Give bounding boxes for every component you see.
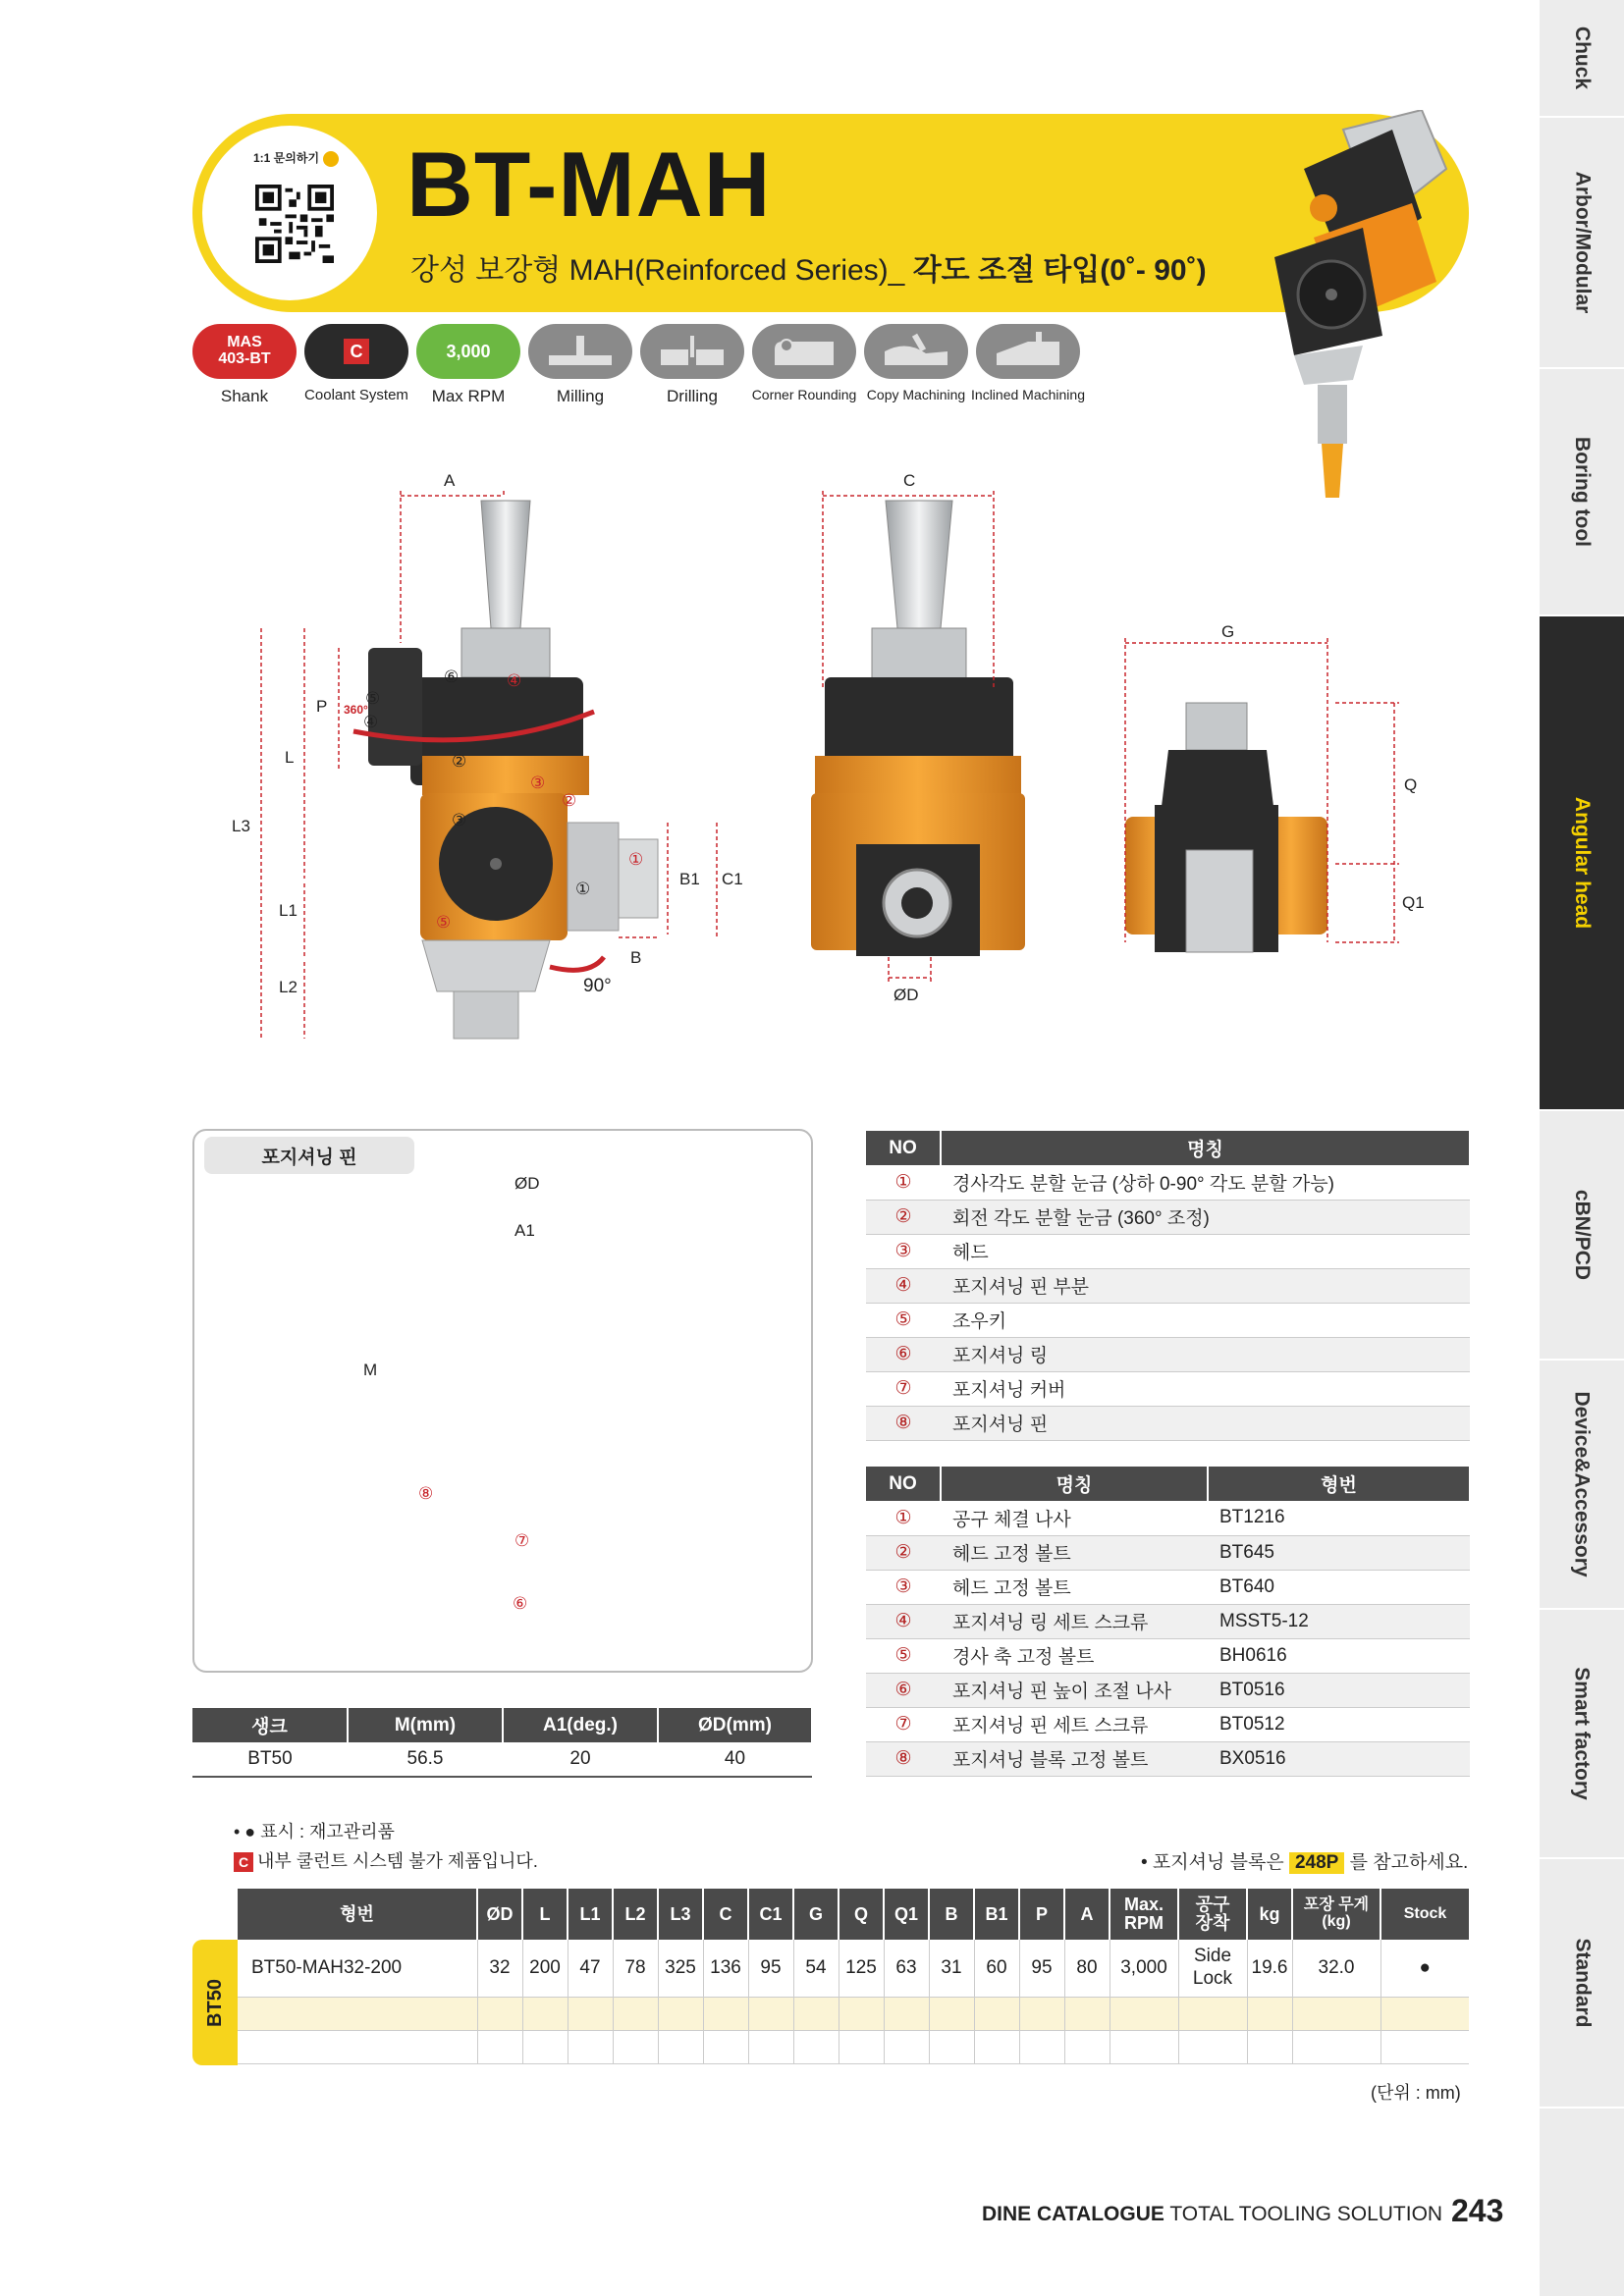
coolant-note: C 내부 쿨런트 시스템 불가 제품입니다. [234,1847,538,1873]
parts2-header-name: 명칭 [941,1467,1208,1501]
callout-1: ① [575,880,591,898]
dim-90: 90° [583,976,612,996]
positioning-pin-panel [192,1129,813,1673]
dim-g: G [1221,622,1235,641]
callout-3b: ③ [530,774,546,792]
table-row: BT50 56.5 20 40 [192,1742,812,1777]
dim-p: P [316,697,328,716]
table-row: ⑤ 경사 축 고정 볼트 BH0616 [866,1638,1470,1673]
pin-header-a1: A1(deg.) [503,1708,658,1742]
coolant-label: Coolant System [304,387,408,403]
dim-a: A [444,471,456,490]
side-tab-smart-factory[interactable]: Smart factory [1540,1610,1624,1859]
pin-dim-m: M [363,1361,378,1379]
dim-q: Q [1404,775,1418,794]
dim-od: ØD [893,986,919,1004]
callout-2: ② [452,752,467,771]
dim-l1: L1 [279,901,298,920]
dim-q1: Q1 [1402,893,1425,912]
side-navigation [1540,0,1624,2296]
dim-b: B [630,948,642,967]
pin-callout-8: ⑧ [513,1278,528,1297]
side-view-drawing [261,491,717,1039]
side-tab-angular-head[interactable]: Angular head [1540,616,1624,1111]
stock-indicator: ● [1380,1940,1469,1997]
max-rpm-label: Max RPM [431,387,506,405]
positioning-pin-table [192,1708,813,1778]
callout-5b: ⑤ [436,913,452,932]
side-tab-cbn-pcd[interactable]: cBN/PCD [1540,1111,1624,1361]
spec-row-empty [238,2030,1469,2063]
parts-table-2 [866,1467,1471,1777]
technical-drawings [0,0,1540,1080]
table-row: ③ 헤드 고정 볼트 BT640 [866,1570,1470,1604]
pin-header-m: M(mm) [348,1708,503,1742]
stock-note: • ● 표시 : 재고관리품 [234,1822,395,1842]
dim-c: C [903,471,916,490]
pin-callout-7b: ⑦ [514,1531,530,1550]
inclined-machining-label: Inclined Machining [971,387,1085,402]
pin-callout-7: ⑦ [513,1372,528,1391]
spec-side-label: BT50 [192,1940,238,2065]
table-row: ④ 포지셔닝 핀 부분 [866,1268,1470,1303]
table-row: ⑥ 포지셔닝 핀 높이 조절 나사 BT0516 [866,1673,1470,1707]
copy-machining-label: Copy Machining [866,387,966,402]
parts-table-1 [866,1131,1471,1441]
table-row: ⑦ 포지셔닝 핀 세트 스크류 BT0512 [866,1707,1470,1741]
callout-1b: ① [628,850,644,869]
table-row: ⑥ 포지셔닝 링 [866,1337,1470,1371]
pin-dim-od: ØD [514,1174,540,1193]
callout-4b: ④ [363,713,379,731]
dim-b1: B1 [679,870,700,888]
dim-l3: L3 [232,817,250,835]
callout-2b: ② [562,791,577,810]
pin-callout-8b: ⑧ [418,1484,434,1503]
front-view-drawing [811,491,1025,982]
positioning-pin-title: 포지셔닝 핀 [204,1137,414,1174]
table-row: ⑦ 포지셔닝 커버 [866,1371,1470,1406]
table-row: ⑧ 포지셔닝 핀 [866,1406,1470,1440]
callout-5: ⑤ [365,689,381,708]
coolant-icon: C [344,339,369,364]
drilling-label: Drilling [667,387,718,405]
spec-row-empty [238,1997,1469,2030]
corner-rounding-label: Corner Rounding [751,387,857,402]
parts2-header-no: NO [866,1467,941,1501]
dim-c1: C1 [722,870,743,888]
page-subtitle: 강성 보강형 MAH(Reinforced Series)_ 각도 조절 타입(0˚- 90˚) [410,254,1207,287]
side-tab-device-accessory[interactable]: Device&Accessory [1540,1361,1624,1610]
spec-table: 형번 ØD L L1 L2 L3 C C1 G Q Q1 B B1 P A Max. RPM 공구 장착 kg 포장 무게 (kg) Stock BT50-MAH32-200 32 200 47 78 325 136 95 54 125 63 31 60 95 80 3,000 Side Lock 19.6 32.0 ● [238,1889,1469,2064]
footer: DINE CATALOGUE TOTAL TOOLING SOLUTION [982,2203,1443,2225]
pin-header-od: ØD(mm) [658,1708,812,1742]
coolant-icon: C [234,1852,253,1872]
dim-360: 360° [344,703,368,717]
parts1-header-name: 명칭 [941,1131,1470,1165]
page-title: BT-MAH [406,133,772,236]
table-row: ② 회전 각도 분할 눈금 (360° 조정) [866,1200,1470,1234]
shank-label: Shank [220,387,269,405]
positioning-block-note: • 포지셔닝 블록은 248P 를 참고하세요. [1141,1852,1469,1873]
top-view-drawing [1125,638,1399,952]
callout-4: ④ [507,671,522,690]
table-row: ⑤ 조우키 [866,1303,1470,1337]
side-tab-standard[interactable]: Standard [1540,1859,1624,2109]
callout-3: ③ [452,811,467,829]
pin-callout-6: ⑥ [513,1594,528,1613]
table-row: ④ 포지셔닝 링 세트 스크류 MSST5-12 [866,1604,1470,1638]
qr-label: 1:1 문의하기 [253,149,339,167]
table-row: ③ 헤드 [866,1234,1470,1268]
side-tab-arbor-modular[interactable]: Arbor/Modular [1540,118,1624,369]
parts1-header-no: NO [866,1131,941,1165]
pin-dim-a1: A1 [514,1221,535,1240]
milling-label: Milling [556,387,605,405]
spec-row: BT50-MAH32-200 32 200 47 78 325 136 95 54 125 63 31 60 95 80 3,000 Side Lock 19.6 32.0 ● [238,1940,1469,1997]
callout-6: ⑥ [444,667,460,686]
pin-header-shank: 생크 [192,1708,348,1742]
max-rpm-badge: 3,000 [416,324,520,379]
dim-l: L [285,748,295,767]
shank-badge: MAS 403-BT [192,324,297,379]
table-row: ① 경사각도 분할 눈금 (상하 0-90° 각도 분할 가능) [866,1165,1470,1200]
parts2-header-model: 형번 [1208,1467,1470,1501]
table-row: ⑧ 포지셔닝 블록 고정 볼트 BX0516 [866,1741,1470,1776]
side-tab-boring-tool[interactable]: Boring tool [1540,369,1624,616]
table-row: ① 공구 체결 나사 BT1216 [866,1501,1470,1535]
dim-l2: L2 [279,978,298,996]
page-number: 243 [1451,2193,1504,2228]
side-tab-chuck[interactable]: Chuck [1540,0,1624,118]
page-reference-link[interactable]: 248P [1289,1852,1344,1874]
table-row: ② 헤드 고정 볼트 BT645 [866,1535,1470,1570]
unit-note: (단위 : mm) [1371,2083,1461,2103]
